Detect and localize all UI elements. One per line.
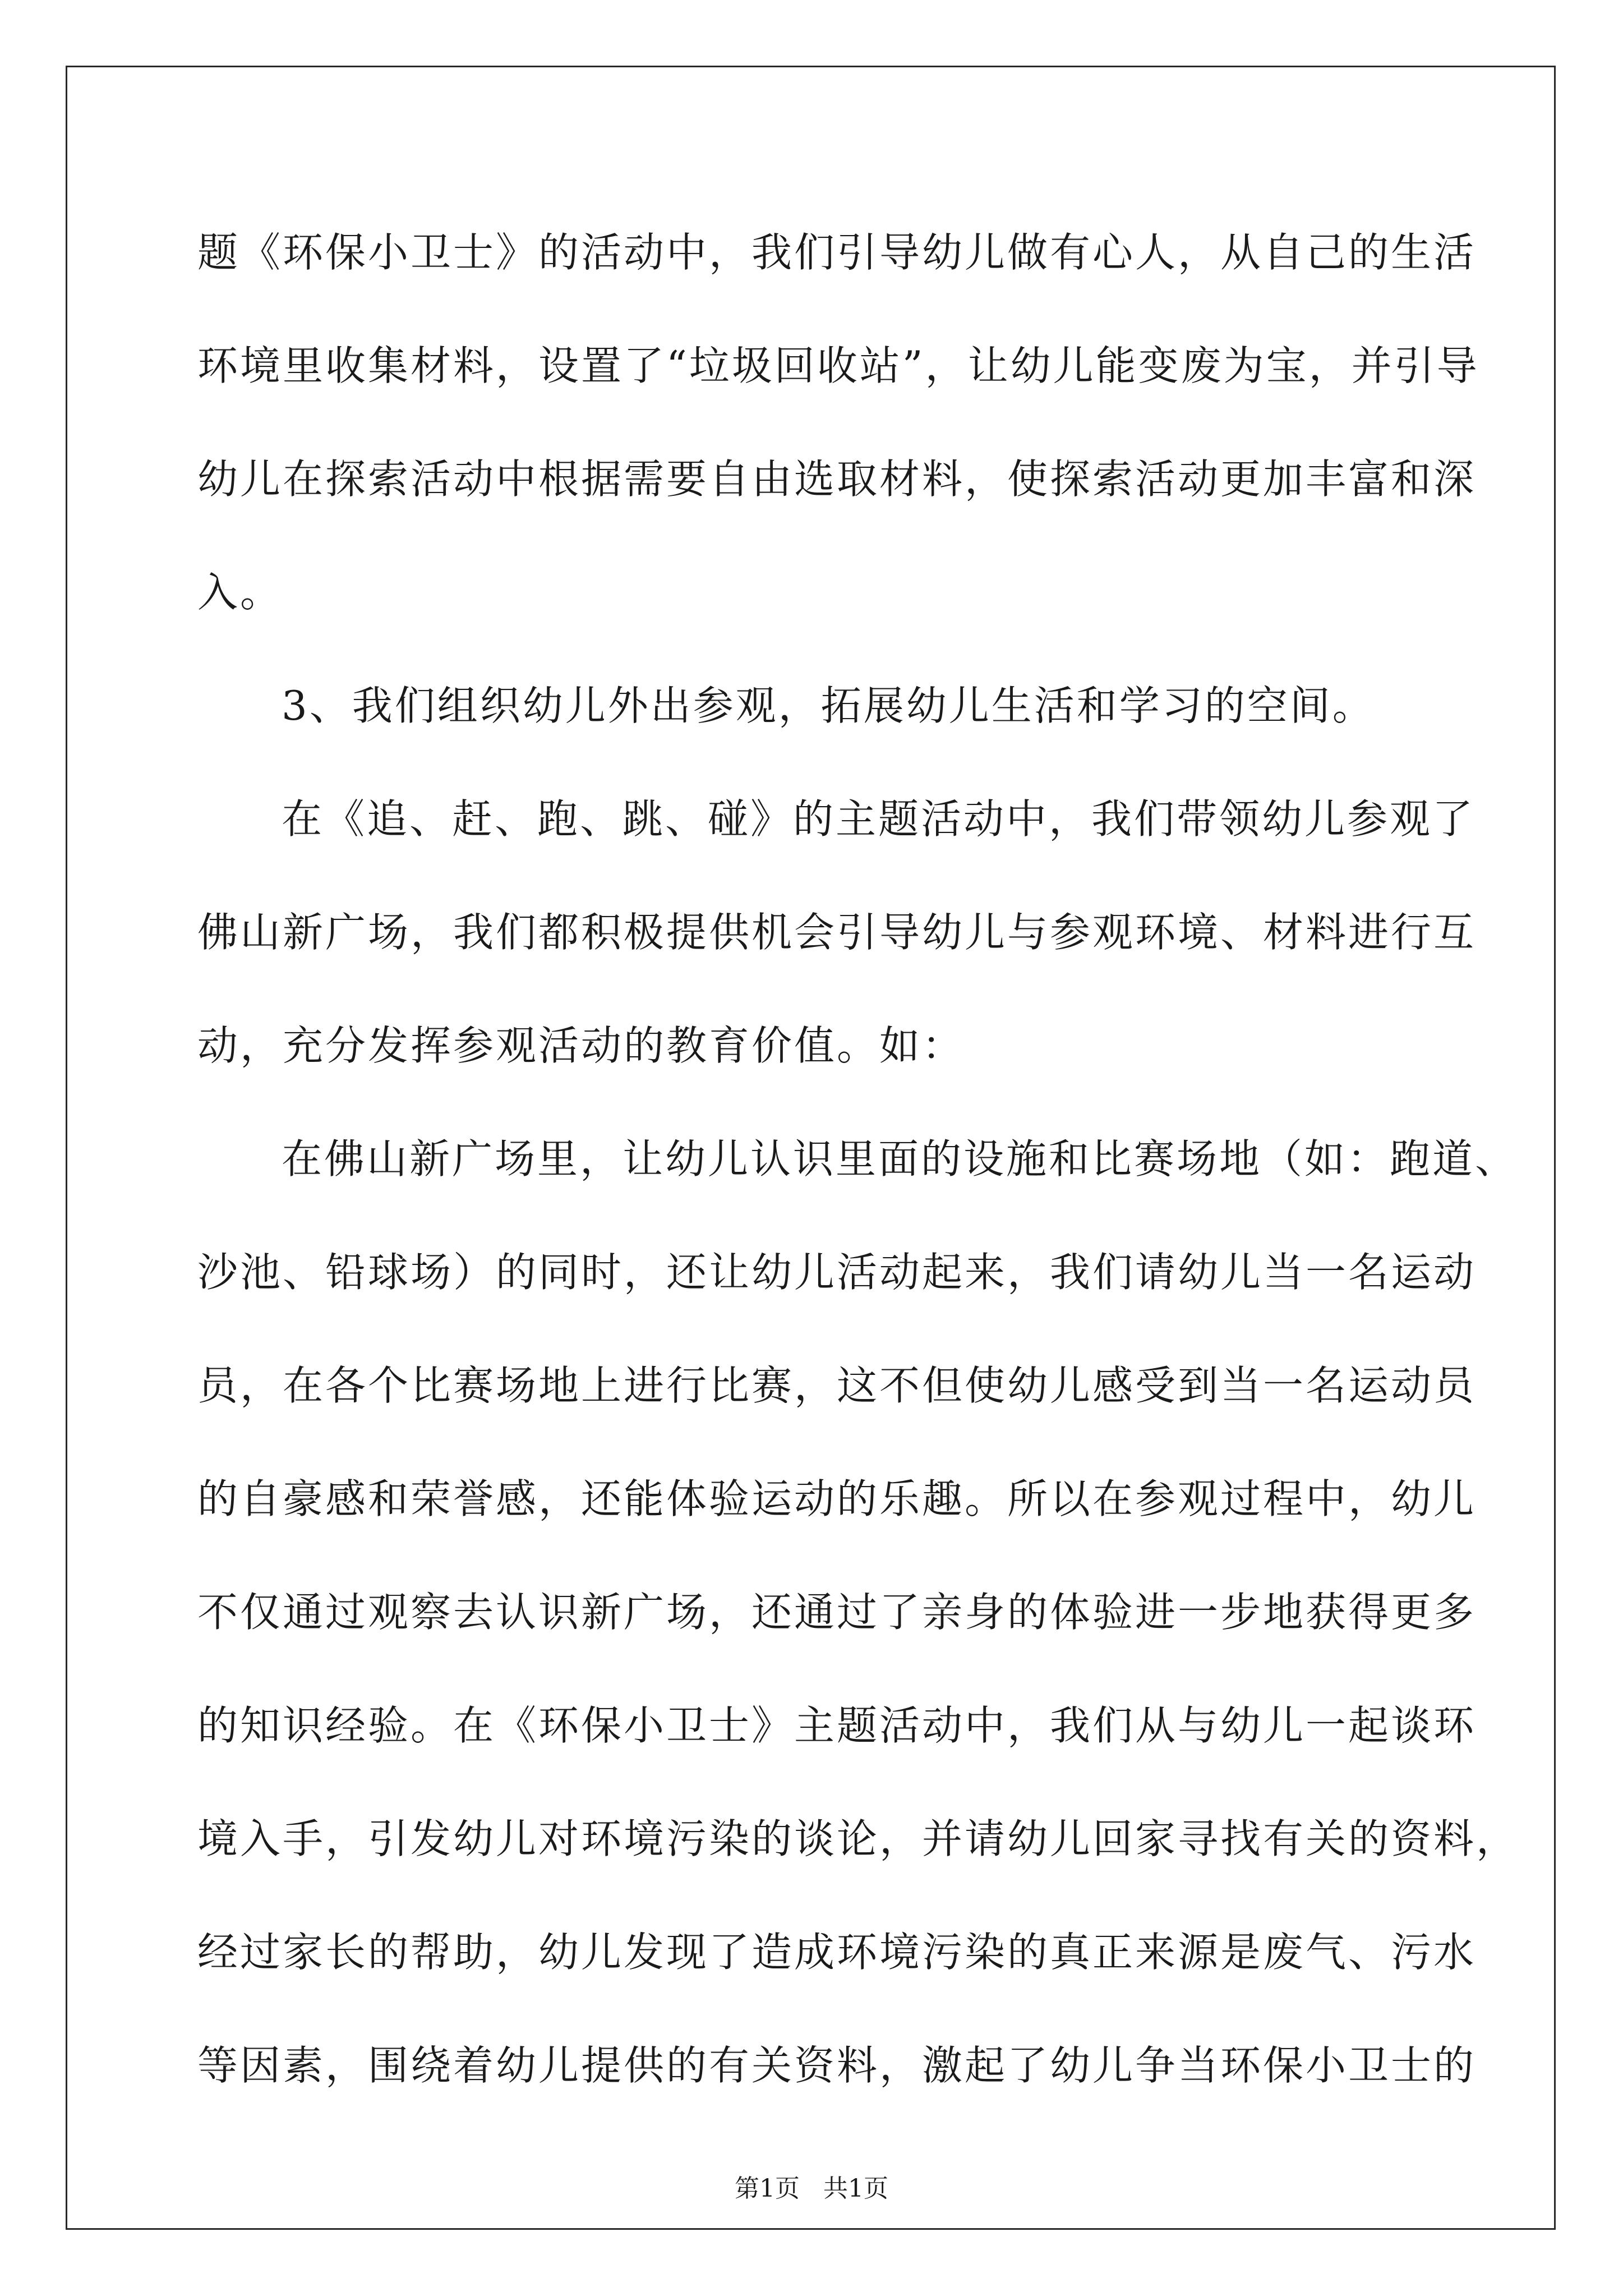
document-body: [197, 216, 1519, 2142]
text-line: 入。: [197, 569, 283, 616]
text-line: 境入手，引发幼儿对环境污染的谈论，并请幼儿回家寻找有关的资料，: [197, 1815, 1519, 1862]
text-line: 在佛山新广场里，让幼儿认识里面的设施和比赛场地（如：跑道、: [282, 1135, 1518, 1182]
page-total: 共1页: [823, 2174, 888, 2203]
text-line: 等因素，围绕着幼儿提供的有关资料，激起了幼儿争当环保小卫士的: [197, 2042, 1477, 2089]
text-line: 3、我们组织幼儿外出参观，拓展幼儿生活和学习的空间。: [282, 682, 1375, 729]
text-line: 的自豪感和荣誉感，还能体验运动的乐趣。所以在参观过程中，幼儿: [197, 1475, 1477, 1522]
text-line: 在《追、赶、跑、跳、碰》的主题活动中，我们带领幼儿参观了: [282, 795, 1476, 843]
text-line: 沙池、铅球场）的同时，还让幼儿活动起来，我们请幼儿当一名运动: [197, 1249, 1477, 1296]
text-line: 不仅通过观察去认识新广场，还通过了亲身的体验进一步地获得更多: [197, 1589, 1477, 1636]
text-line: 幼儿在探索活动中根据需要自由选取材料，使探索活动更加丰富和深: [197, 455, 1477, 503]
page-footer: [0, 2168, 1623, 2204]
page-number: 第1页: [735, 2174, 800, 2203]
text-line: 佛山新广场，我们都积极提供机会引导幼儿与参观环境、材料进行互: [197, 909, 1477, 956]
text-line: 经过家长的帮助，幼儿发现了造成环境污染的真正来源是废气、污水: [197, 1929, 1477, 1976]
text-line: 员，在各个比赛场地上进行比赛，这不但使幼儿感受到当一名运动员: [197, 1362, 1477, 1409]
text-line: 的知识经验。在《环保小卫士》主题活动中，我们从与幼儿一起谈环: [197, 1702, 1477, 1749]
text-line: 环境里收集材料，设置了“垃圾回收站”，让幼儿能变废为宝，并引导: [197, 342, 1479, 389]
text-line: 题《环保小卫士》的活动中，我们引导幼儿做有心人，从自己的生活: [197, 229, 1477, 276]
text-line: 动，充分发挥参观活动的教育价值。如：: [197, 1022, 965, 1069]
